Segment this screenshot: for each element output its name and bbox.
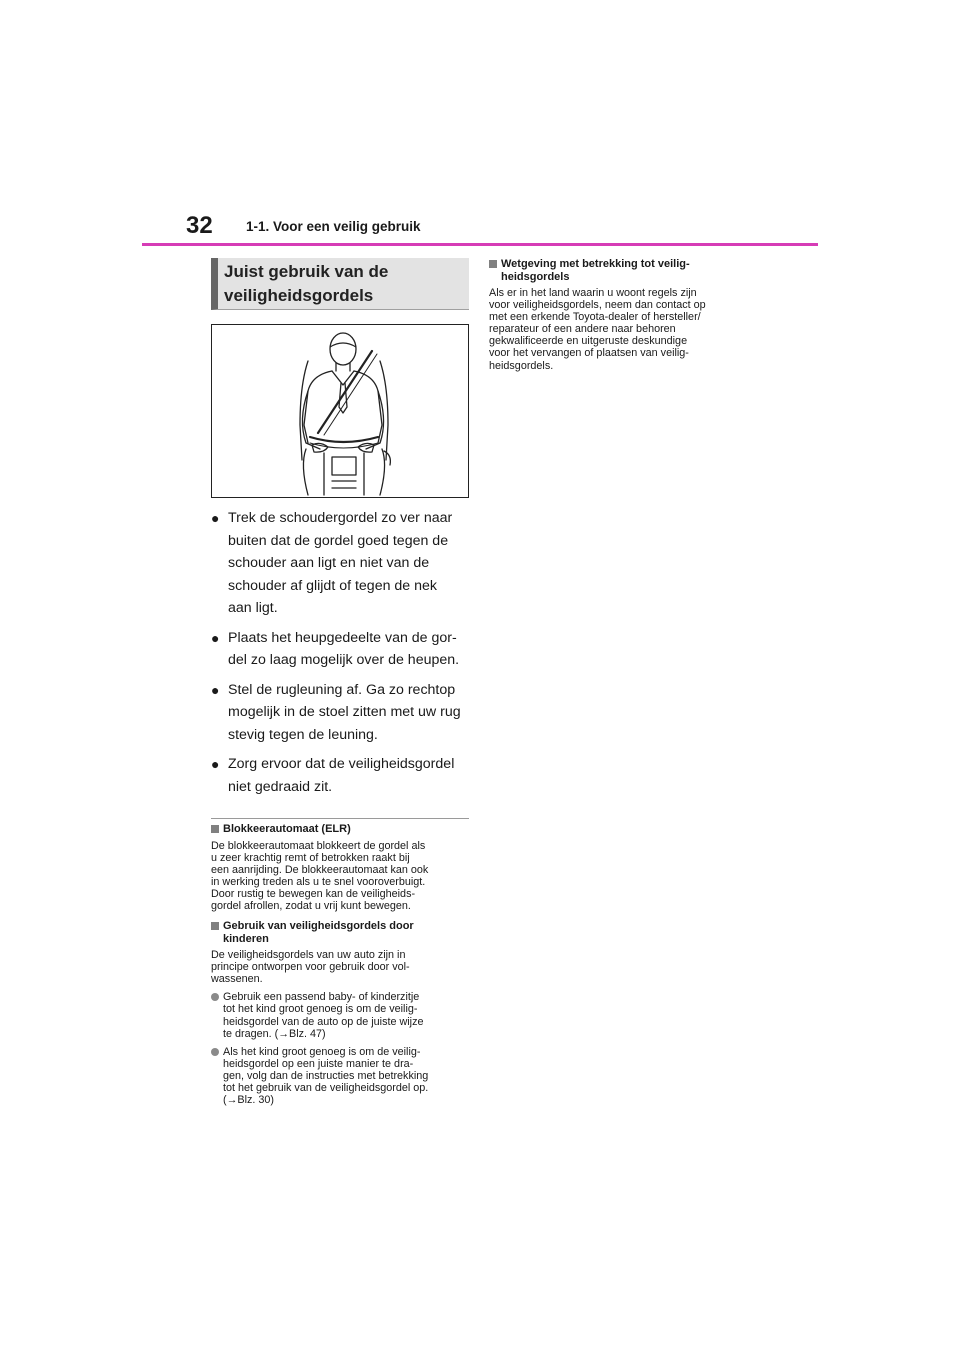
text-line: De veiligheidsgordels van uw auto zijn in — [211, 949, 406, 962]
list-text: del zo laag mogelijk over de heupen. — [228, 652, 460, 668]
text-line: met een erkende Toyota-dealer of hersteller/ — [489, 311, 701, 324]
text-line: heidsgordel van de auto op de juiste wijze — [223, 1015, 424, 1028]
section-title: 1-1. Voor een veilig gebruik — [246, 219, 421, 234]
instruction-list — [211, 507, 469, 798]
list-item — [211, 991, 469, 1039]
elr-heading — [211, 823, 469, 836]
circle-bullet-icon — [211, 993, 219, 1001]
list-text: stevig tegen de leuning. — [228, 726, 378, 743]
text-line: u zeer krachtig remt of betrokken raakt bij — [211, 851, 410, 864]
seated-person-figure — [212, 325, 468, 497]
page-number: 32 — [186, 212, 213, 239]
list-text: Trek de schoudergordel zo ver naar — [228, 510, 453, 526]
header-rule — [142, 243, 818, 246]
heading-line: Juist gebruik van de — [224, 262, 389, 281]
page-reference[interactable]: te dragen. (→Blz. 47) — [223, 1027, 326, 1040]
children-text — [211, 949, 469, 985]
heading-line: veiligheidsgordels — [224, 286, 374, 305]
bullet-icon: ● — [211, 756, 220, 772]
list-text: schouder aan ligt en niet van de — [228, 555, 430, 571]
text-line: De blokkeerautomaat blokkeert de gordel als — [211, 839, 426, 852]
text-line: voor veiligheidsgordels, neem dan contact op — [489, 299, 706, 312]
text-line: tot het gebruik van de veiligheidsgordel op. — [223, 1082, 429, 1094]
elr-text — [211, 840, 469, 913]
law-heading — [489, 258, 747, 283]
right-column — [489, 258, 747, 372]
bullet-icon: ● — [211, 510, 220, 526]
list-text: Stel de rugleuning af. Ga zo rechtop — [228, 681, 456, 698]
section-heading — [211, 258, 469, 310]
list-text: schouder af glijdt of tegen de nek — [228, 577, 438, 594]
left-column — [211, 258, 469, 1106]
list-text: niet gedraaid zit. — [228, 778, 333, 795]
seatbelt-illustration — [211, 324, 469, 498]
text-line: voor het vervangen of plaatsen van veilig- — [489, 347, 689, 360]
circle-bullet-icon — [211, 1048, 219, 1056]
law-title: Wetgeving met betrekking tot veilig- — [501, 258, 690, 270]
text-line: gen, volg dan de instructies met betrekking — [223, 1069, 429, 1082]
bullet-icon: ● — [211, 629, 220, 646]
list-item — [211, 753, 469, 798]
text-line: tot het kind groot genoeg is om de veilig- — [223, 1003, 418, 1016]
text-line: heidsgordel op een juiste manier te dra- — [223, 1057, 414, 1070]
bullet-icon: ● — [211, 681, 220, 698]
list-item — [211, 679, 469, 747]
page-reference[interactable]: (→Blz. 30) — [223, 1094, 274, 1107]
text-line: gordel afrollen, zodat u vrij kunt bewegen. — [211, 899, 411, 912]
list-item — [211, 1046, 469, 1106]
text-line: Als het kind groot genoeg is om de veilig- — [223, 1045, 421, 1058]
elr-title: Blokkeerautomaat (ELR) — [223, 823, 351, 835]
text-line: gekwalificeerde en uitgeruste deskundige — [489, 335, 688, 348]
text-line: heidsgordels. — [489, 359, 554, 372]
children-title: kinderen — [223, 932, 269, 945]
text-line: in werking treden als u te snel vooroverbuigt. — [211, 875, 426, 888]
text-line: een aanrijding. De blokkeerautomaat kan ook — [211, 863, 429, 876]
list-item — [211, 627, 469, 672]
list-text: Plaats het heupgedeelte van de gor- — [228, 629, 457, 646]
list-text: aan ligt. — [228, 600, 278, 616]
list-text: mogelijk in de stoel zitten met uw rug — [228, 704, 461, 720]
text-line: wassenen. — [211, 973, 263, 986]
square-bullet-icon — [211, 922, 219, 930]
list-text: Zorg ervoor dat de veiligheidsgordel — [228, 756, 455, 772]
divider — [211, 818, 469, 819]
text-line: principe ontworpen voor gebruik door vol- — [211, 961, 410, 974]
list-item — [211, 507, 469, 620]
law-text — [489, 287, 747, 372]
text-line: Gebruik een passend baby- of kinderzitje — [223, 991, 420, 1004]
square-bullet-icon — [489, 260, 497, 268]
text-line: Als er in het land waarin u woont regels zijn — [489, 287, 697, 299]
children-heading — [211, 920, 469, 945]
square-bullet-icon — [211, 825, 219, 833]
list-text: buiten dat de gordel goed tegen de — [228, 532, 449, 549]
text-line: Door rustig te bewegen kan de veiligheids- — [211, 887, 416, 900]
law-title: heidsgordels — [501, 270, 570, 283]
text-line: reparateur of een andere naar behoren — [489, 323, 676, 336]
children-title: Gebruik van veiligheidsgordels door — [223, 920, 414, 933]
